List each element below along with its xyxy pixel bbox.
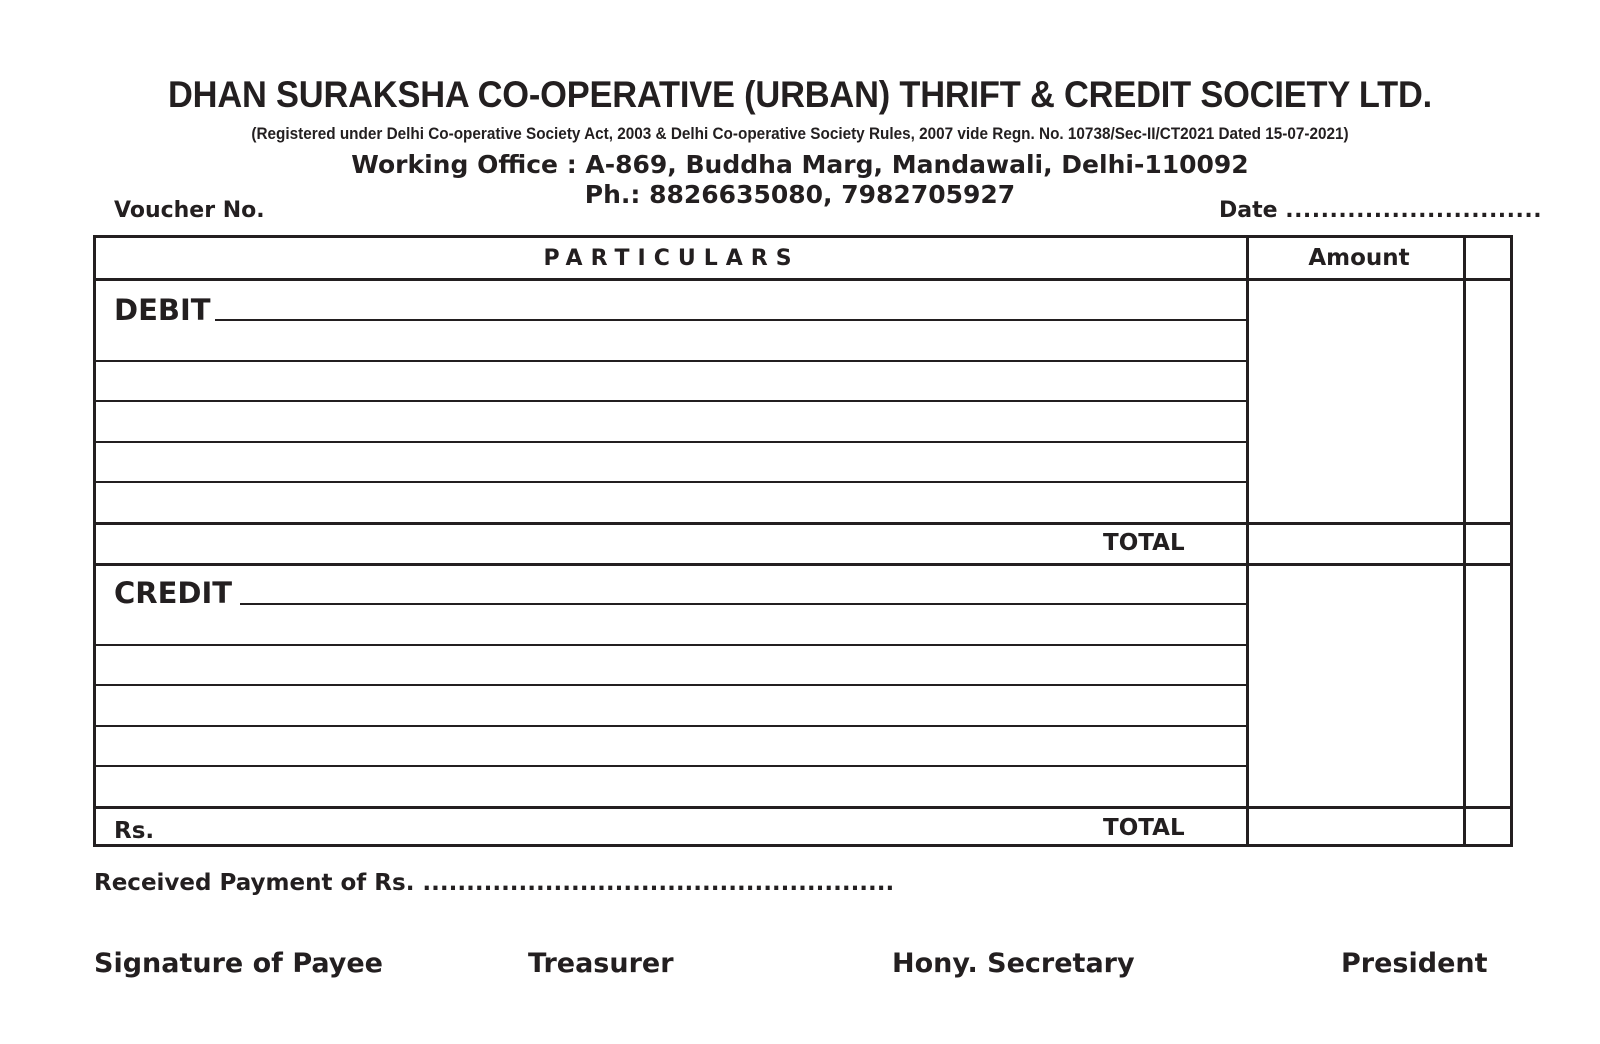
signature-president: President (1341, 948, 1488, 979)
amount-column-header: Amount (1308, 245, 1410, 271)
society-name: DHAN SURAKSHA CO-OPERATIVE (URBAN) THRIFT & CREDIT SOCIETY LTD. (167, 74, 1432, 115)
credit-total-label: TOTAL (1103, 815, 1185, 841)
debit-total-top-line (93, 522, 1513, 525)
debit-total-label: TOTAL (1103, 530, 1185, 556)
credit-line-3 (93, 684, 1247, 686)
credit-label: CREDIT (114, 576, 236, 610)
received-payment-line: Received Payment of Rs. ...................................................... (94, 870, 895, 896)
credit-line-4 (93, 725, 1247, 727)
credit-line-5 (93, 765, 1247, 767)
phone-numbers: Ph.: 8826635080, 7982705927 (584, 180, 1016, 209)
signature-payee: Signature of Payee (94, 948, 383, 979)
date-label: Date (1219, 198, 1278, 223)
amount-paise-divider (1463, 235, 1466, 847)
debit-line-4 (93, 441, 1247, 443)
rs-label: Rs. (114, 818, 155, 844)
voucher-table (93, 235, 1513, 847)
date-blank: ............................. (1285, 198, 1543, 223)
debit-line-2 (93, 360, 1247, 362)
particulars-amount-divider (1246, 235, 1249, 847)
voucher-number-label: Voucher No. (114, 198, 265, 223)
credit-line-2 (93, 644, 1247, 646)
debit-total-bottom-line (93, 563, 1513, 566)
signature-treasurer: Treasurer (528, 948, 674, 979)
particulars-column-header: PARTICULARS (543, 246, 800, 271)
date-field (1219, 198, 1542, 223)
credit-line-1 (240, 603, 1247, 605)
debit-label: DEBIT (114, 293, 215, 327)
credit-total-top-line (93, 806, 1513, 809)
header-row-divider (93, 278, 1513, 281)
signature-secretary: Hony. Secretary (892, 948, 1135, 979)
debit-line-5 (93, 481, 1247, 483)
office-address: Working Office : A-869, Buddha Marg, Mandawali, Delhi-110092 (351, 150, 1249, 179)
debit-line-1 (215, 319, 1247, 321)
registration-details: (Registered under Delhi Co-operative Society Act, 2003 & Delhi Co-operative Society Rules, 2007 vide Regn. No. 10738/Sec-II/CT2021 Dated 15-07-2021) (251, 124, 1349, 143)
debit-line-3 (93, 400, 1247, 402)
